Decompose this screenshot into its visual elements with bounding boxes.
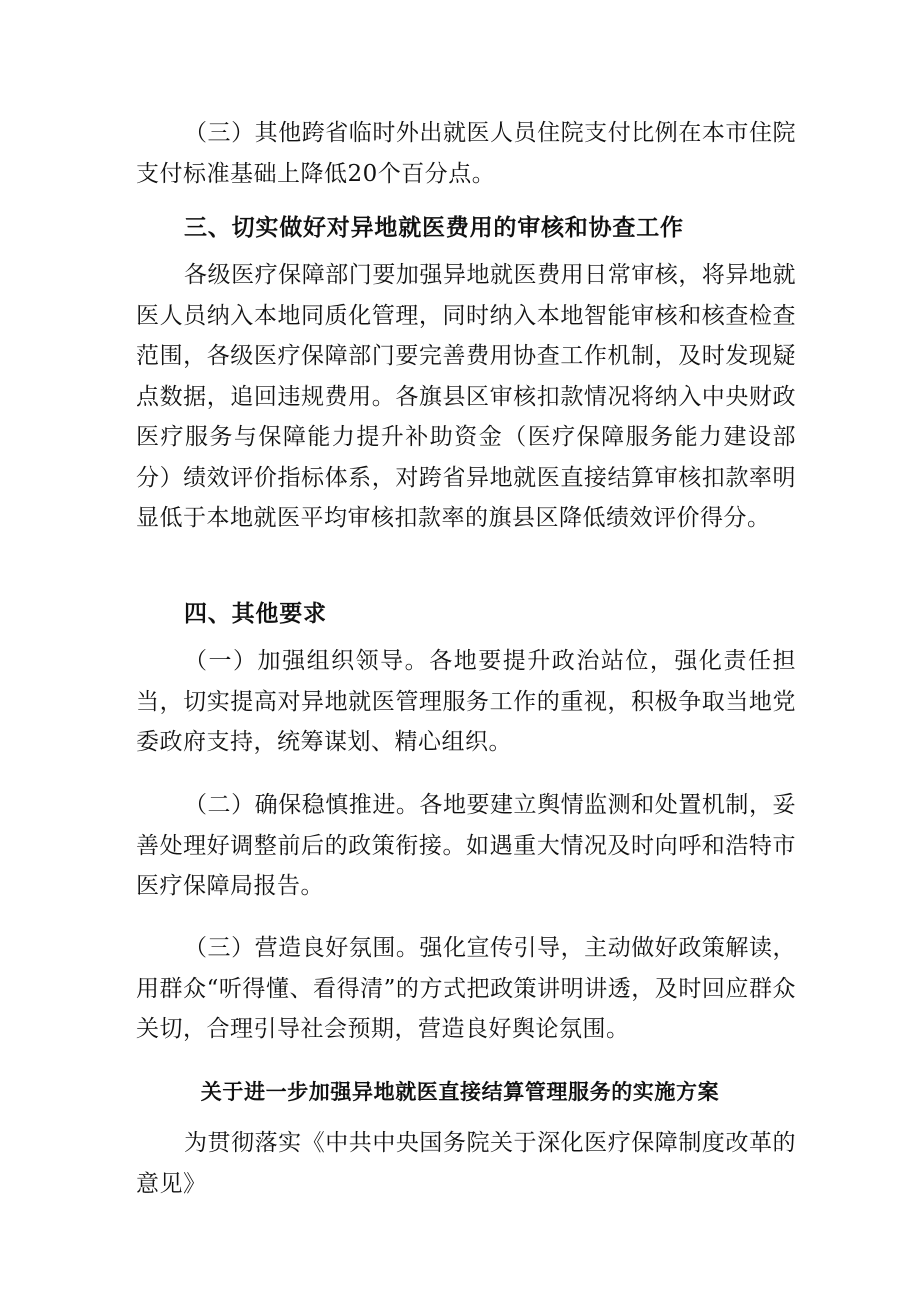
paragraph-section4-item2: （二）确保稳慎推进。各地要建立舆情监测和处置机制，妥善处理好调整前后的政策衔接。如遇重大情况及时向呼和浩特市医疗保障局报告。 [136,792,796,899]
paragraph-intro: 为贯彻落实《中共中央国务院关于深化医疗保障制度改革的意见》 [136,1130,796,1197]
paragraph-item3-payment-ratio: （三）其他跨省临时外出就医人员住院支付比例在本市住院支付标准基础上降低20个百分点。 [136,120,796,187]
section4-heading: 四、其他要求 [184,600,327,627]
paragraph-section4-item1: （一）加强组织领导。各地要提升政治站位，强化责任担当，切实提高对异地就医管理服务工作的重视，积极争取当地党委政府支持，统筹谋划、精心组织。 [136,648,796,755]
document-title: 关于进一步加强异地就医直接结算管理服务的实施方案 [200,1079,720,1104]
paragraph-section4-item3: （三）营造良好氛围。强化宣传引导，主动做好政策解读，用群众“听得懂、看得清”的方式把政策讲明讲透，及时回应群众关切，合理引导社会预期，营造良好舆论氛围。 [136,935,796,1042]
section3-heading: 三、切实做好对异地就医费用的审核和协查工作 [184,214,684,241]
paragraph-section3-body: 各级医疗保障部门要加强异地就医费用日常审核，将异地就医人员纳入本地同质化管理，同时纳入本地智能审核和核查检查范围，各级医疗保障部门要完善费用协查工作机制，及时发现疑点数据，追回违规费用。各旗县区审核扣款情况将纳入中央财政医疗服务与保障能力提升补助资金（医疗保障服务能力建设部分）绩效评价指标体系，对跨省异地就医直接结算审核扣款率明显低于本地就医平均审核扣款率的旗县区降低绩效评价得分。 [136,262,796,531]
